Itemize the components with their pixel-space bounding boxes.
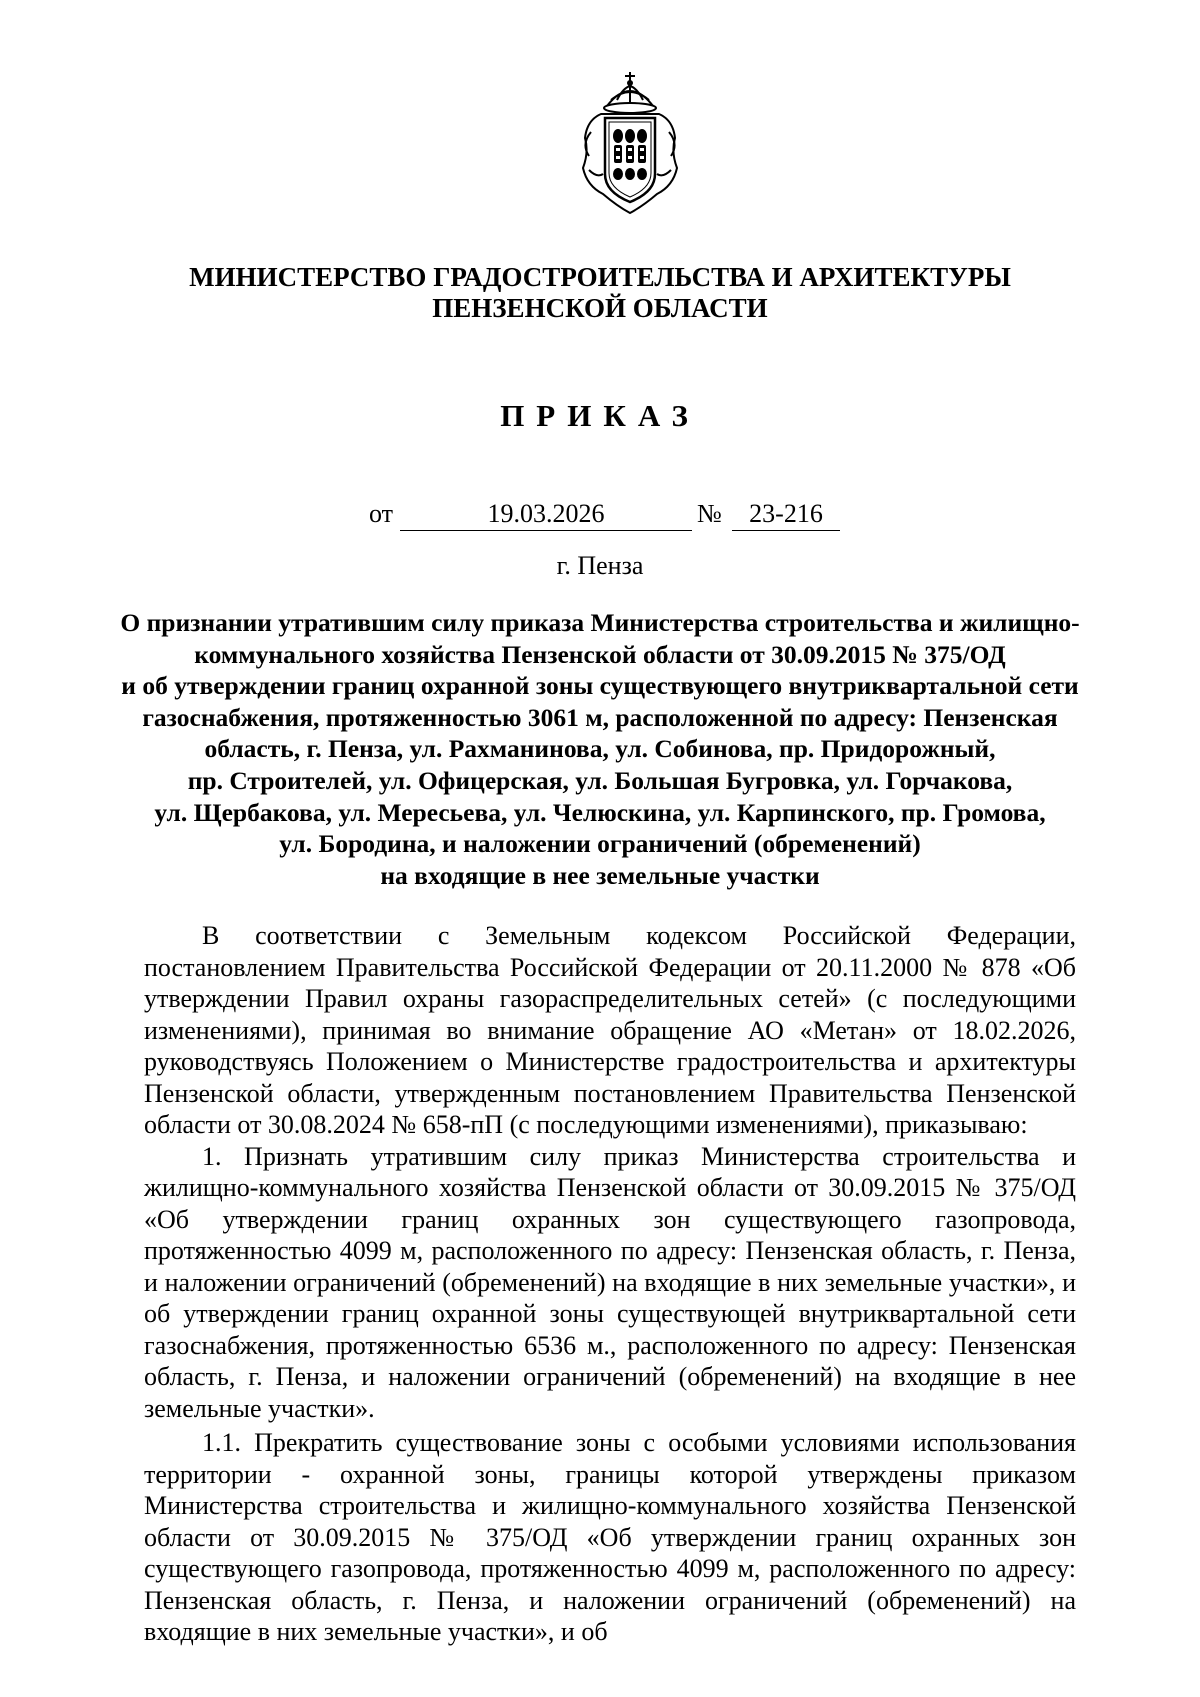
order-body bbox=[144, 920, 1076, 1648]
subject-line: и об утверждении границ охранной зоны существующего внутриквартальной сети bbox=[121, 671, 1079, 701]
subject-line: на входящие в нее земельные участки bbox=[380, 860, 820, 890]
order-date: 19.03.2026 bbox=[400, 498, 692, 531]
body-paragraph-item-1-1: 1.1. Прекратить существование зоны с особыми условиями использования территории - охранной зоны, границы которой утверждены приказом Министерства строительства и жилищно-коммунального хозяйства Пензенской области от 30.09.2015 № 375/ОД «Об утверждении границ охранных зон существующего газопровода, протяженностью 4099 м, расположенного по адресу: Пензенская область, г. Пенза, и наложении ограничений (обременений) на входящие в них земельные участки», и об bbox=[144, 1428, 1076, 1646]
date-prefix: от bbox=[369, 499, 394, 528]
city: г. Пенза bbox=[556, 551, 644, 580]
subject-line: ул. Бородина, и наложении ограничений (обременений) bbox=[279, 829, 921, 859]
subject-line: коммунального хозяйства Пензенской области от 30.09.2015 № 375/ОД bbox=[194, 639, 1006, 669]
number-prefix: № bbox=[697, 499, 722, 528]
body-paragraph-item-1: 1. Признать утратившим силу приказ Министерства строительства и жилищно-коммунального хозяйства Пензенской области от 30.09.2015 № 375/ОД «Об утверждении границ охранных зон существующего газопровода, протяженностью 4099 м, расположенного по адресу: Пензенская область, г. Пенза, и наложении ограничений (обременений) на входящие в них земельные участки», и об утверждении границ охранной зоны существующей внутриквартальной сети газоснабжения, протяженностью 6536 м., расположенного по адресу: Пензенская область, г. Пенза, и наложении ограничений (обременений) на входящие в нее земельные участки». bbox=[144, 1141, 1076, 1423]
order-subject bbox=[80, 607, 1120, 891]
subject-line: область, г. Пенза, ул. Рахманинова, ул. Собинова, пр. Придорожный, bbox=[204, 734, 996, 764]
order-title: ПРИКАЗ bbox=[500, 398, 700, 433]
order-number: 23-216 bbox=[732, 498, 840, 531]
subject-line: пр. Строителей, ул. Офицерская, ул. Большая Бугровка, ул. Горчакова, bbox=[187, 765, 1013, 795]
subject-line: газоснабжения, протяженностью 3061 м, расположенной по адресу: Пензенская bbox=[142, 702, 1058, 732]
ministry-name bbox=[100, 262, 1100, 324]
ministry-line: МИНИСТЕРСТВО ГРАДОСТРОИТЕЛЬСТВА И АРХИТЕКТУРЫ bbox=[189, 262, 1011, 292]
body-paragraph-preamble: В соответствии с Земельным кодексом Российской Федерации, постановлением Правительства Российской Федерации от 20.11.2000 № 878 «Об утверждении Правил охраны газораспределительных сетей» (с последующими изменениями), принимая во внимание обращение АО «Метан» от 18.02.2026, руководствуясь Положением о Министерстве градостроительства и архитектуры Пензенской области, утвержденным постановлением Правительства Пензенской области от 30.08.2024 № 658-пП (с последующими изменениями), приказываю: bbox=[144, 921, 1076, 1139]
subject-line: ул. Щербакова, ул. Мересьева, ул. Челюскина, ул. Карпинского, пр. Громова, bbox=[154, 797, 1046, 827]
subject-line: О признании утратившим силу приказа Министерства строительства и жилищно- bbox=[120, 608, 1080, 637]
ministry-line: ПЕНЗЕНСКОЙ ОБЛАСТИ bbox=[432, 293, 768, 323]
coat-of-arms-emblem bbox=[573, 70, 688, 215]
date-number-line bbox=[0, 498, 1200, 538]
